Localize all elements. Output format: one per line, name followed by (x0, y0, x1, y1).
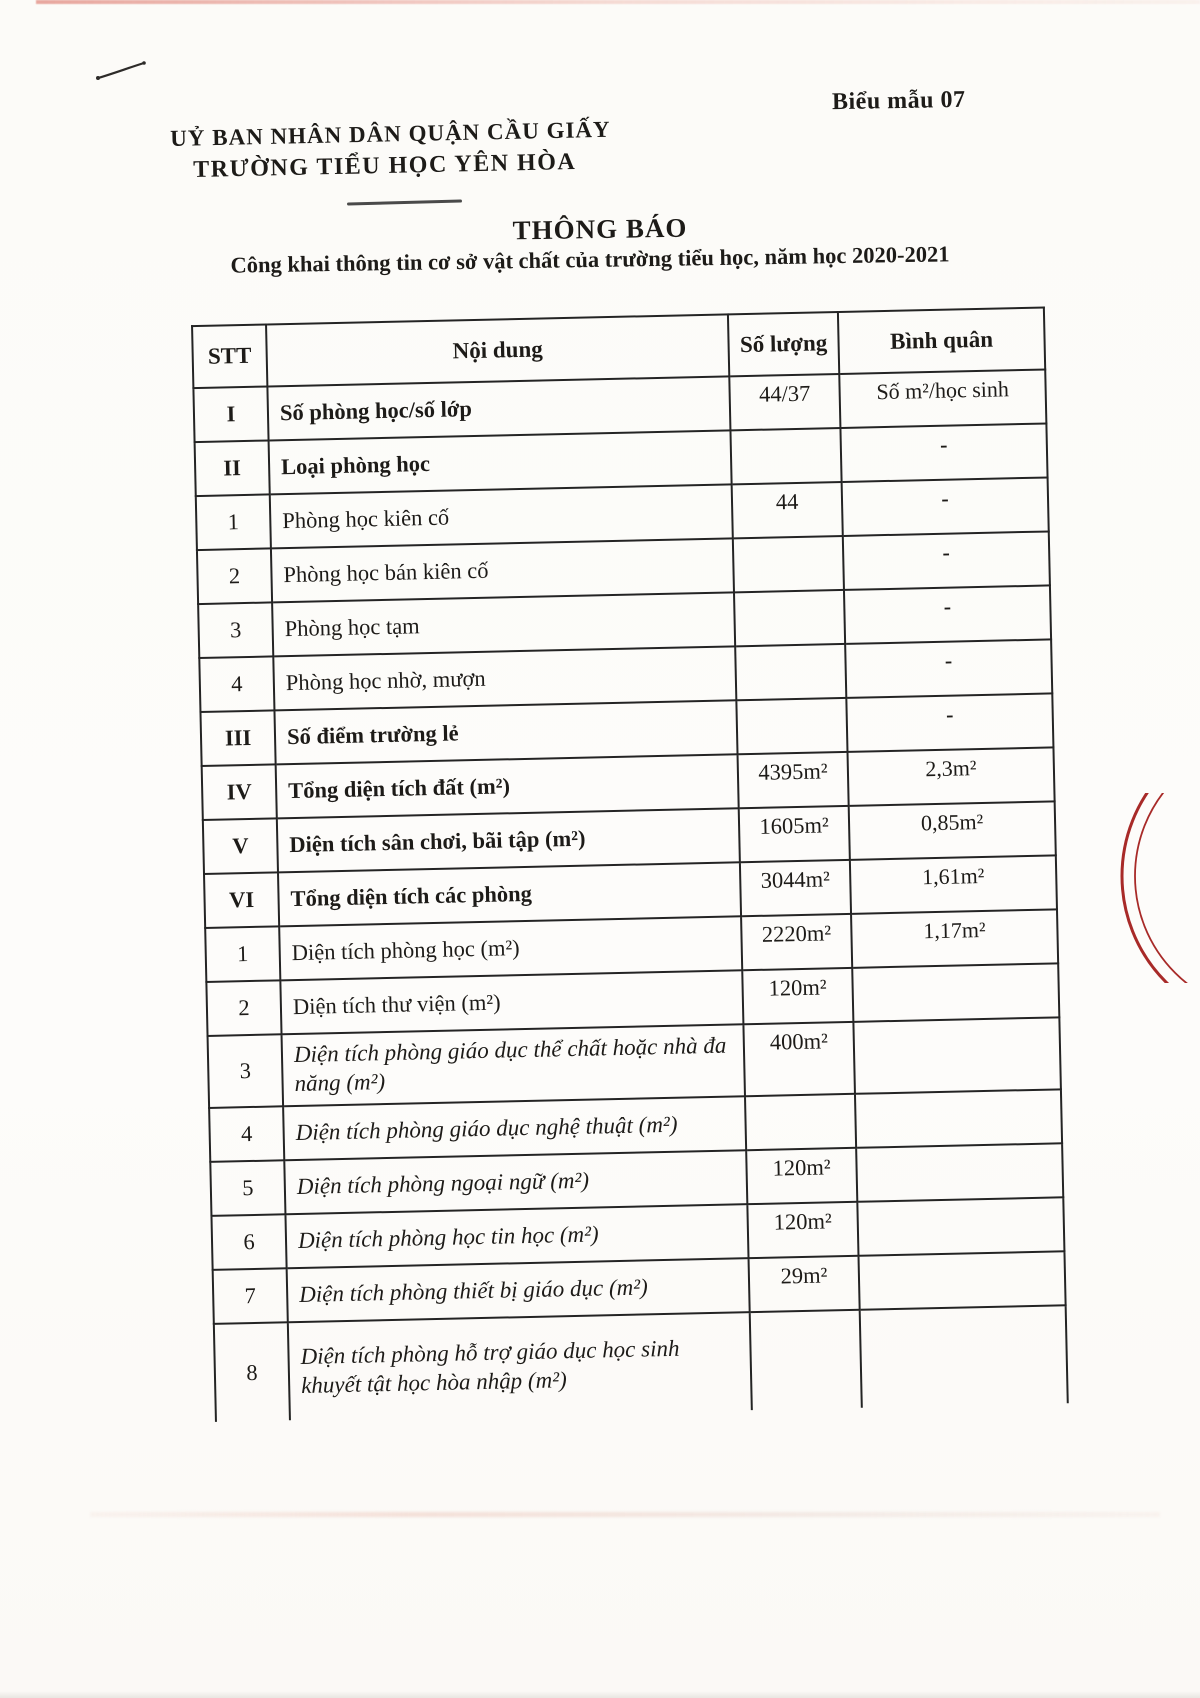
cell-avg: 0,85m² (849, 801, 1056, 859)
cell-avg: - (843, 531, 1050, 589)
table-row (214, 1305, 1068, 1422)
cell-qty: 44/37 (729, 374, 840, 430)
scan-edge-artifact (36, 0, 1200, 4)
cell-qty: 29m² (749, 1256, 860, 1312)
cell-stt: V (203, 818, 278, 874)
cell-qty (734, 590, 845, 646)
cell-stt: 4 (199, 656, 274, 712)
cell-qty: 120m² (742, 968, 853, 1024)
cell-avg: - (840, 423, 1047, 481)
org-name-district: UỶ BAN NHÂN DÂN QUẬN CẦU GIẤY (170, 116, 611, 151)
cell-avg: - (842, 477, 1049, 535)
cell-qty: 3044m² (740, 860, 851, 916)
cell-label: Phòng học bán kiên cố (271, 538, 734, 602)
cell-stt: 3 (198, 602, 273, 658)
cell-qty: 2220m² (741, 914, 852, 970)
scan-bottom-shadow (0, 1691, 1200, 1698)
document-subtitle: Công khai thông tin cơ sở vật chất của trường tiểu học, năm học 2020-2021 (230, 241, 950, 278)
cell-qty (750, 1310, 862, 1410)
cell-stt: IV (202, 764, 277, 820)
cell-label: Tổng diện tích đất (m²) (276, 754, 739, 818)
cell-label: Diện tích phòng thiết bị giáo dục (m²) (287, 1258, 750, 1322)
cell-avg: - (845, 639, 1052, 697)
header-so-luong: Số lượng (728, 312, 839, 376)
header-noi-dung: Nội dung (266, 314, 729, 386)
cell-avg: Số m²/học sinh (839, 370, 1046, 428)
cell-avg: - (846, 693, 1053, 751)
cell-avg (858, 1251, 1065, 1309)
cell-qty (745, 1094, 856, 1150)
cell-label: Diện tích thư viện (m²) (280, 970, 743, 1034)
cell-label: Diện tích phòng học (m²) (279, 916, 742, 980)
cell-stt: VI (204, 872, 279, 928)
cell-label: Diện tích phòng giáo dục nghệ thuật (m²) (283, 1096, 746, 1160)
cell-avg (857, 1197, 1064, 1255)
cell-qty: 1605m² (739, 806, 850, 862)
cell-stt: 3 (208, 1034, 284, 1108)
cell-avg (856, 1143, 1063, 1201)
org-name-school: TRƯỜNG TIỂU HỌC YÊN HÒA (193, 148, 577, 183)
cell-label: Diện tích phòng hỗ trợ giáo dục học sinh khuyết tật học hòa nhập (m²) (288, 1312, 752, 1420)
cell-label: Diện tích sân chơi, bãi tập (m²) (277, 808, 740, 872)
cell-label: Diện tích phòng ngoại ngữ (m²) (284, 1150, 747, 1214)
cell-qty: 44 (732, 482, 843, 538)
cell-qty: 400m² (743, 1022, 855, 1096)
cell-avg: 2,3m² (848, 747, 1055, 805)
official-stamp-icon (1120, 793, 1200, 983)
cell-label: Phòng học nhờ, mượn (273, 646, 736, 710)
cell-qty: 4395m² (738, 752, 849, 808)
cell-label: Phòng học tạm (272, 592, 735, 656)
document-title: THÔNG BÁO (512, 212, 688, 246)
cell-label: Phòng học kiên cố (270, 484, 733, 548)
cell-label: Diện tích phòng giáo dục thể chất hoặc nhà đa năng (m²) (282, 1024, 745, 1106)
facilities-table (191, 307, 1069, 1422)
cell-avg: 1,17m² (851, 909, 1058, 967)
cell-stt: 5 (210, 1160, 285, 1216)
cell-label: Tổng diện tích các phòng (278, 862, 741, 926)
cell-label: Số phòng học/số lớp (267, 376, 730, 440)
cell-stt: I (193, 386, 268, 442)
cell-stt: 8 (214, 1322, 290, 1422)
cell-label: Số điểm trường lẻ (274, 700, 737, 764)
cell-qty (733, 536, 844, 592)
cell-avg (855, 1089, 1062, 1147)
cell-avg: 1,61m² (850, 855, 1057, 913)
header-binh-quan: Bình quân (838, 308, 1045, 374)
cell-label: Loại phòng học (269, 430, 732, 494)
cell-avg (860, 1305, 1068, 1407)
cell-qty (736, 698, 847, 754)
cell-avg: - (844, 585, 1051, 643)
cell-stt: 2 (206, 980, 281, 1036)
cell-stt: 1 (196, 494, 271, 550)
scan-smudge-artifact (90, 1512, 1160, 1517)
cell-qty: 120m² (747, 1202, 858, 1258)
cell-avg (852, 963, 1059, 1021)
cell-qty: 120m² (746, 1148, 857, 1204)
table-body (193, 370, 1067, 1422)
pen-mark (94, 56, 150, 84)
cell-stt: 4 (209, 1106, 284, 1162)
cell-stt: II (195, 440, 270, 496)
cell-qty (730, 428, 841, 484)
cell-label: Diện tích phòng học tin học (m²) (285, 1204, 748, 1268)
cell-qty (735, 644, 846, 700)
cell-avg (853, 1017, 1061, 1093)
cell-stt: III (200, 710, 275, 766)
cell-stt: 7 (213, 1268, 288, 1324)
cell-stt: 2 (197, 548, 272, 604)
org-name-underline (347, 199, 462, 205)
cell-stt: 1 (205, 926, 280, 982)
header-stt: STT (192, 324, 267, 388)
cell-stt: 6 (211, 1214, 286, 1270)
form-number-label: Biểu mẫu 07 (831, 86, 966, 116)
